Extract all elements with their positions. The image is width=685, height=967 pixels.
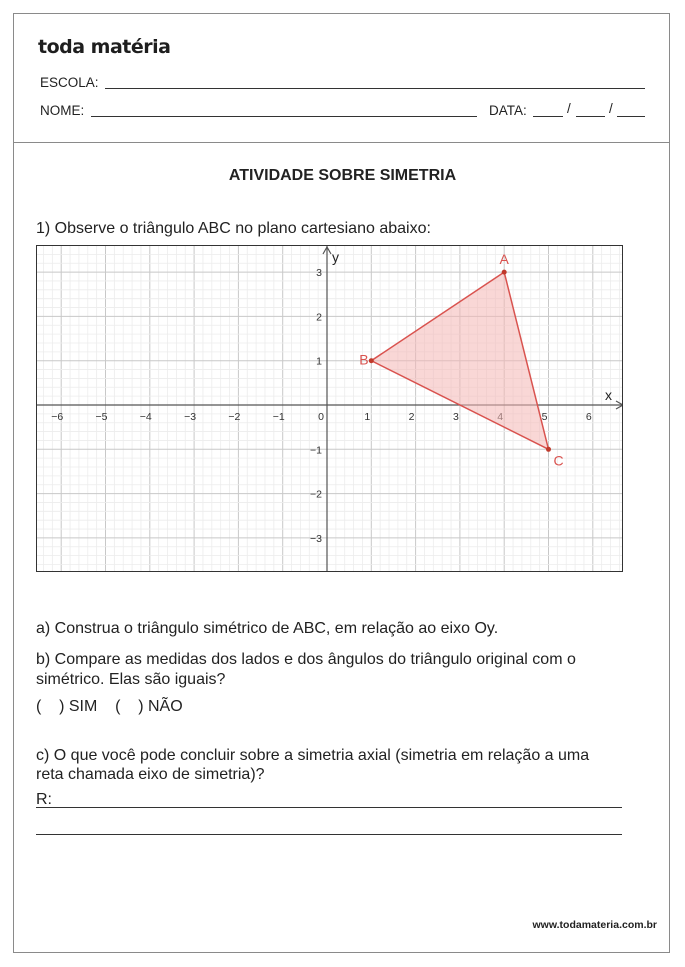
escola-label: ESCOLA: [40,75,99,90]
date-slash: / [567,101,571,116]
header-divider [14,142,669,143]
question-1b-line2: simétrico. Elas são iguais? [36,671,226,688]
footer-url: www.todamateria.com.br [532,919,657,931]
y-tick-label: −1 [310,444,322,457]
nome-label: NOME: [40,103,85,118]
x-tick-label: −1 [272,411,285,423]
question-1c-line2: reta chamada eixo de simetria)? [36,766,265,783]
answer-label: R: [36,791,52,808]
nome-field[interactable] [91,116,477,117]
date-slash: / [609,101,613,116]
x-tick-label: −3 [184,411,197,423]
point-label-a: A [499,251,509,268]
brand-logo: toda matéria [38,36,171,58]
cartesian-plane [36,245,623,572]
point-a [502,270,507,275]
x-tick-label: 6 [585,411,592,423]
date-year-field[interactable] [617,116,645,117]
x-axis-label: x [605,387,612,403]
question-1a: a) Construa o triângulo simétrico de ABC, em relação ao eixo Oy. [36,620,499,637]
x-tick-label: 5 [541,411,548,423]
date-month-field[interactable] [576,116,605,117]
y-tick-label: −3 [310,532,322,545]
point-label-c: C [553,452,564,469]
y-tick-label: −2 [310,488,322,501]
x-tick-label: −2 [228,411,241,423]
y-tick-label: 2 [316,311,322,324]
y-axis-label: y [332,249,339,265]
y-tick-label: 1 [316,355,322,368]
x-tick-label: 0 [318,411,324,423]
data-label: DATA: [489,103,527,118]
x-tick-label: −5 [95,411,108,423]
answer-line[interactable] [36,834,622,835]
x-tick-label: −6 [51,411,64,423]
point-label-b: B [359,351,369,368]
y-tick-label: 3 [316,267,322,280]
question-1c-line1: c) O que você pode concluir sobre a simetria axial (simetria em relação a uma [36,747,590,764]
question-1-intro: 1) Observe o triângulo ABC no plano cartesiano abaixo: [36,220,431,237]
page-title: ATIVIDADE SOBRE SIMETRIA [228,167,457,184]
cartesian-plane-svg [37,246,623,572]
escola-field[interactable] [105,88,645,89]
answer-options[interactable]: ( ) SIM ( ) NÃO [36,698,183,715]
x-tick-label: −4 [139,411,152,423]
question-1b-line1: b) Compare as medidas dos lados e dos ângulos do triângulo original com o [36,651,576,668]
answer-line[interactable] [36,807,622,808]
point-b [369,358,374,363]
x-tick-label: 2 [408,411,415,423]
date-day-field[interactable] [533,116,563,117]
x-tick-label: 3 [452,411,459,423]
point-c [546,447,551,452]
x-tick-label: 1 [364,411,371,423]
